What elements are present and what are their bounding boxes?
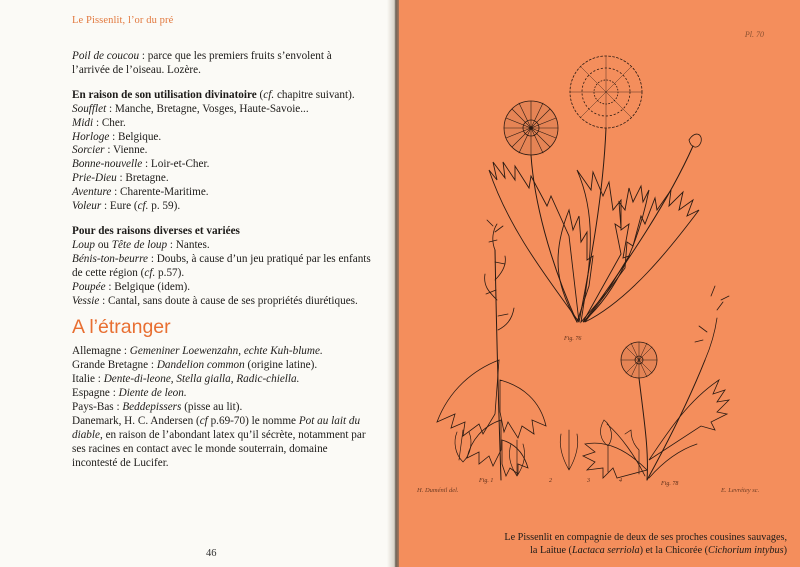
fig-label: 3 (587, 478, 590, 484)
list-item: Sorcier : Vienne. (72, 144, 148, 157)
page-number: 46 (206, 548, 217, 559)
list-item: Voleur : Eure (cf. p. 59). (72, 200, 181, 213)
dandelion-seed-head (570, 56, 642, 128)
list-item: Italie : Dente-di-leone, Stella gialla, Radic-chiella. (72, 373, 300, 386)
andersen-paragraph: Danemark, H. C. Andersen (cf p.69-70) le nomme Pot au lait du diable, en raison de l’abondant latex qu’il sécrète, notamment par ses racines en contact avec le monde souterrain, domaine incontesté de Lucifer. (72, 414, 366, 469)
fig-label: Fig. 78 (661, 481, 679, 487)
body-text (72, 50, 372, 471)
list-item: Espagne : Diente de leon. (72, 387, 187, 400)
chicory-plant (583, 286, 729, 480)
fig-label: Fig. 1 (479, 478, 494, 484)
fig-label: 2 (549, 478, 552, 484)
plate-caption: Le Pissenlit en compagnie de deux de ses proches cousines sauvages, la Laitue (Lactaca serriola) et la Chicorée (Cichorium intybus) (504, 532, 787, 556)
list-item: Horloge : Belgique. (72, 130, 162, 143)
illustrator-signature: H. Duménil del. (417, 487, 459, 494)
intro-paragraph: Poil de coucou : parce que les premiers fruits s’envolent à l’arrivée de l’oiseau. Lozère. (72, 50, 332, 76)
section-title-etranger: A l’étranger (72, 316, 171, 339)
engraver-signature: E. Levrétey sc. (721, 487, 760, 494)
section-heading-divinatoire: En raison de son utilisation divinatoire (cf. chapitre suivant). (72, 88, 355, 101)
lettuce-plant (437, 220, 546, 480)
list-item: Prie-Dieu : Bretagne. (72, 172, 169, 185)
dandelion-bud (689, 134, 701, 147)
fig-label: Fig. 76 (564, 336, 582, 342)
list-item: Poupée : Belgique (idem). (72, 280, 191, 293)
list-item: Aventure : Charente-Maritime. (72, 186, 209, 199)
list-item: Grande Bretagne : Dandelion common (origine latine). (72, 359, 318, 372)
dandelion-flower (504, 101, 558, 155)
list-item: Midi : Cher. (72, 116, 126, 129)
list-item: Bonne-nouvelle : Loir-et-Cher. (72, 158, 210, 171)
list-item: Loup ou Tête de loup : Nantes. (72, 238, 210, 251)
list-item: Allemagne : Gemeniner Loewenzahn, echte Kuh-blume. (72, 345, 323, 358)
right-page-plate (399, 0, 800, 567)
left-page (0, 0, 393, 567)
list-item: Soufflet : Manche, Bretagne, Vosges, Haute-Savoie... (72, 102, 309, 115)
list-item: Bénis-ton-beurre : Doubs, à cause d’un jeu pratiqué par les enfants de cette région (cf. p.57). (72, 252, 371, 279)
fig-label: 4 (619, 478, 622, 484)
list-item: Pays-Bas : Beddepissers (pisse au lit). (72, 401, 243, 414)
section-heading-diverses: Pour des raisons diverses et variées (72, 224, 240, 237)
running-head: Le Pissenlit, l’or du pré (72, 15, 174, 26)
plate-number: Pl. 70 (744, 30, 764, 39)
list-item: Vessie : Cantal, sans doute à cause de ses propriétés diurétiques. (72, 294, 358, 307)
botanical-illustration (399, 0, 800, 567)
plant-name: Poil de coucou (72, 50, 140, 62)
